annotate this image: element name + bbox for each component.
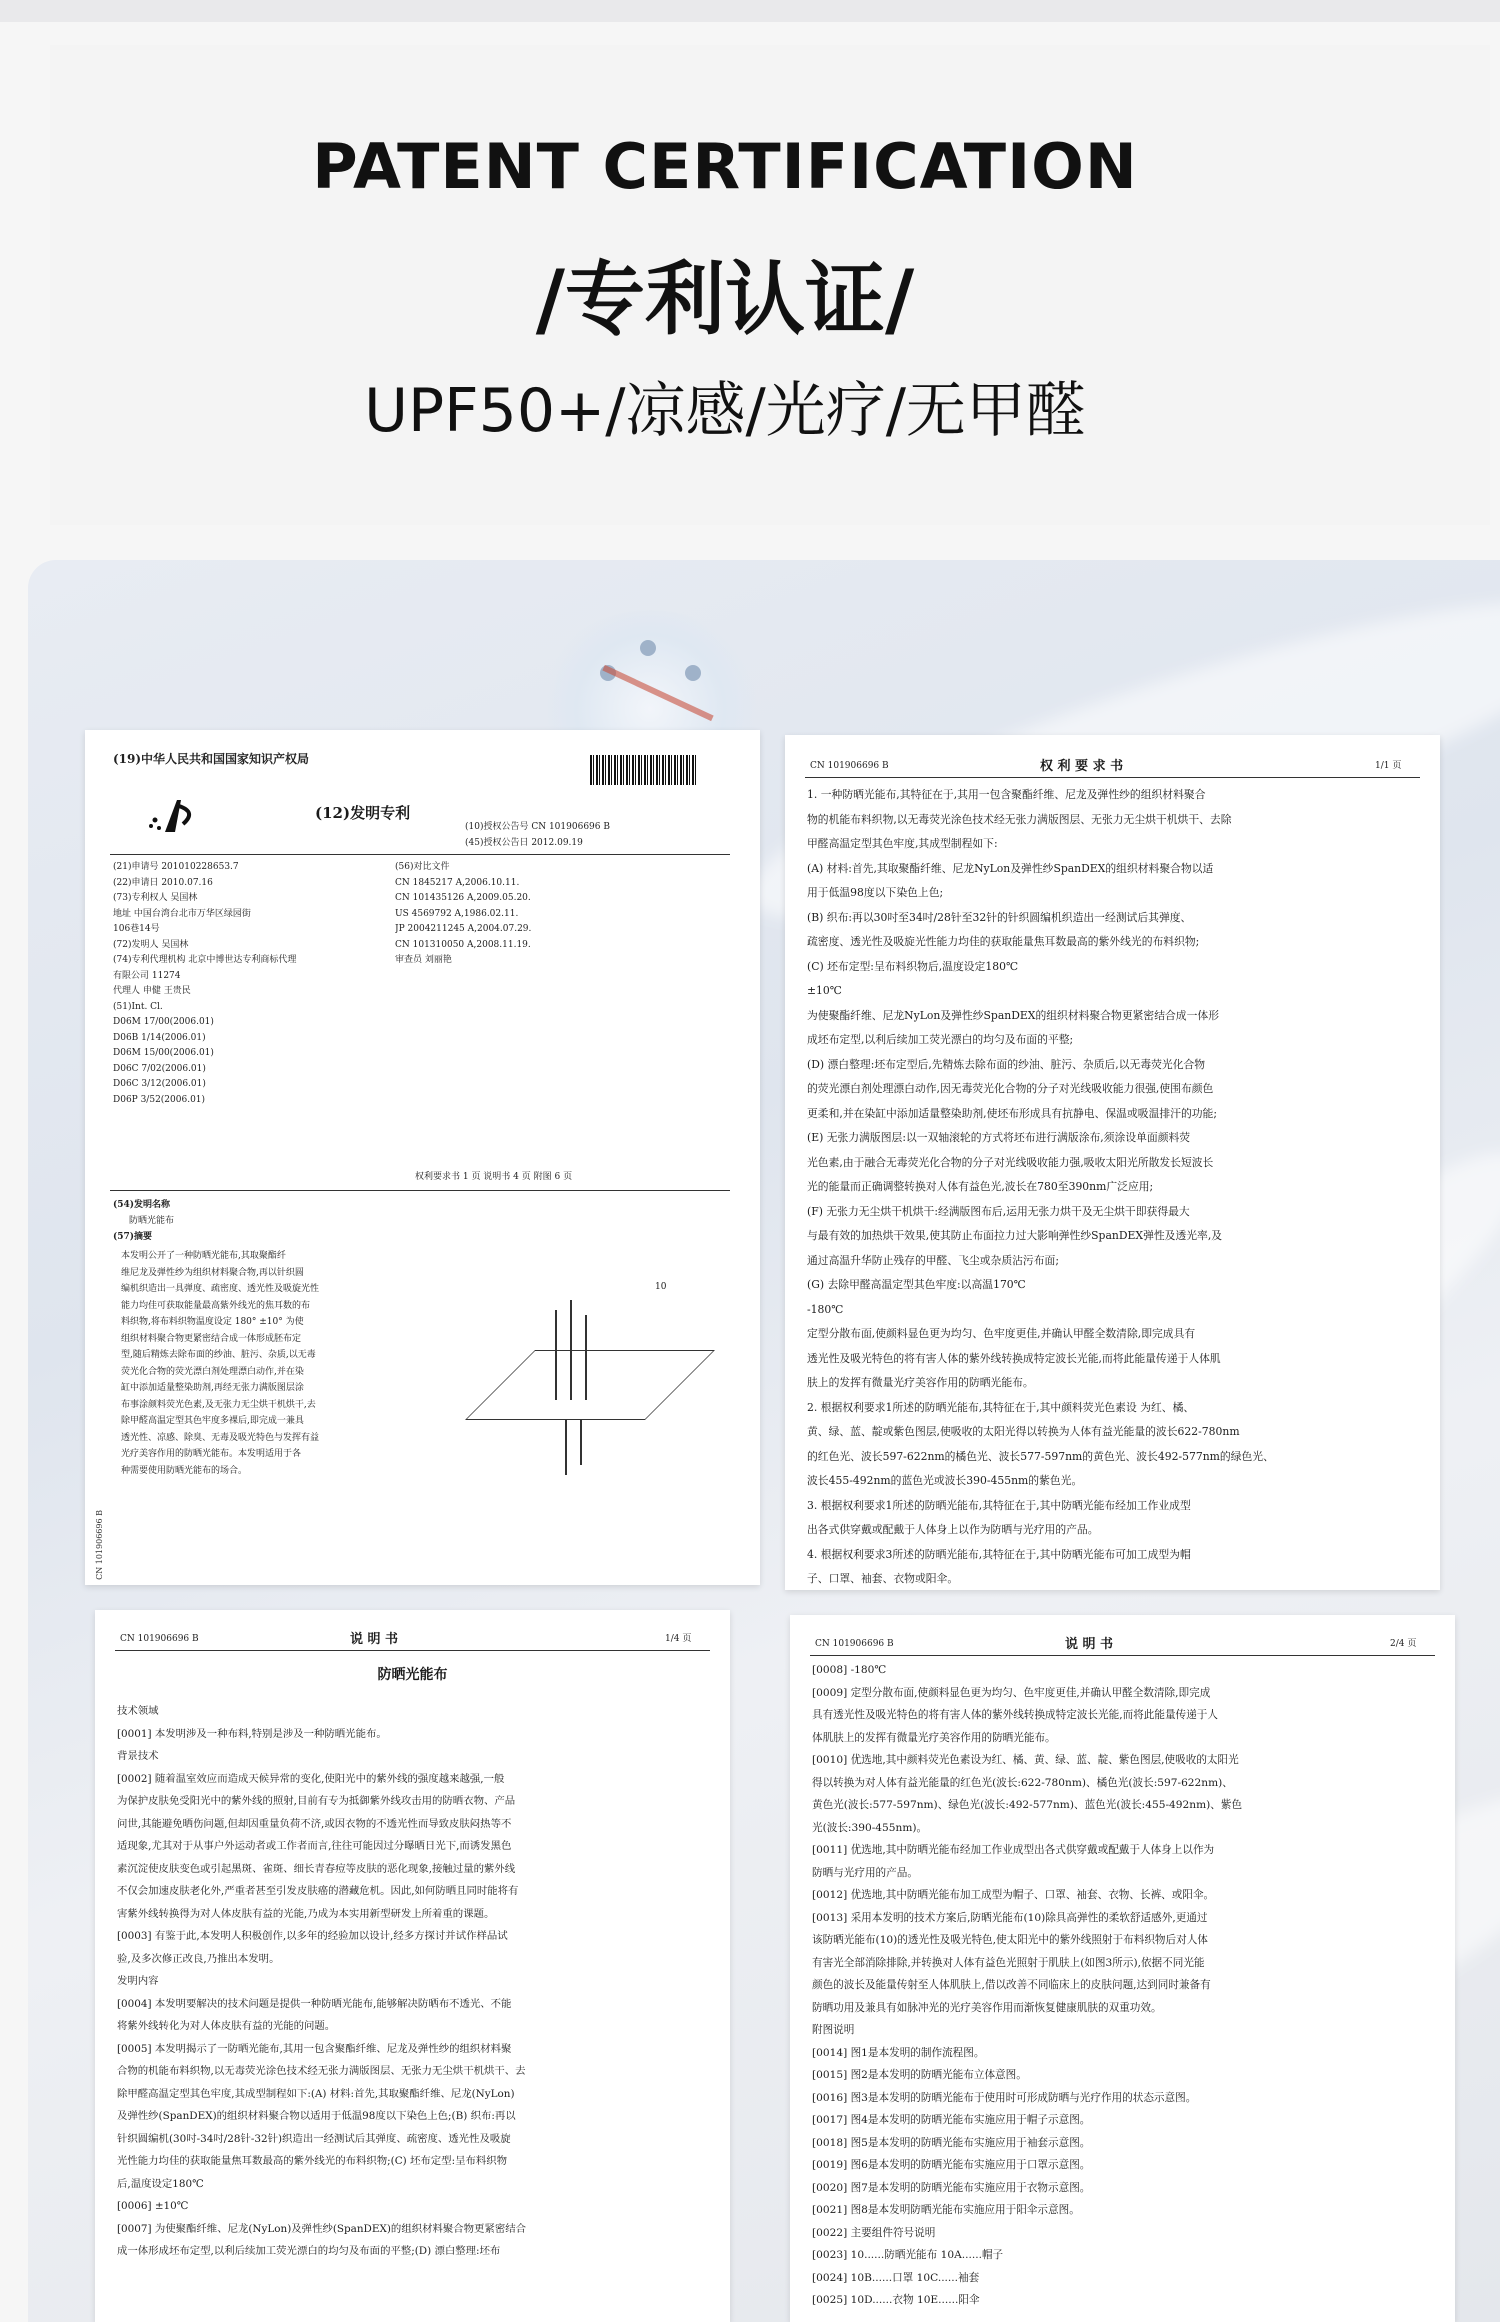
description-line: [0007] 为使聚酯纤维、尼龙(NyLon)及弹性纱(SpanDEX)的组织材料聚合物更紧密结合 xyxy=(117,2222,527,2235)
description-line: 后,温度设定180℃ xyxy=(117,2177,204,2190)
light-arrow xyxy=(565,1420,567,1475)
invention-name: 防晒光能布 xyxy=(129,1216,175,1226)
description-line: 防晒与光疗用的产品。 xyxy=(812,1866,918,1879)
claim-line: (A) 材料:首先,其取聚酯纤维、尼龙NyLon及弹性纱SpanDEX的组织材料聚合物以适 xyxy=(807,861,1214,875)
doc-number: CN 101906696 B xyxy=(810,761,889,771)
description-line: 针织圆编机(30吋-34吋/28针-32针)织造出一经测试后其弹度、疏密度、透光性及吸旋 xyxy=(117,2132,511,2145)
claim-line: (C) 坯布定型:呈布料织物后,温度设定180℃ xyxy=(807,959,1019,973)
claims-page xyxy=(785,735,1440,1590)
description-line: [0022] 主要组件符号说明 xyxy=(812,2226,936,2239)
figure-label: 10 xyxy=(655,1282,667,1292)
abstract-line: 料织物,将布料织物温度设定 180° ±10° 为使 xyxy=(121,1317,304,1327)
light-arrow xyxy=(580,1420,582,1465)
bibliographic-right xyxy=(395,860,695,969)
meta-line: (22)申请日 2010.07.16 xyxy=(113,877,213,888)
description-text xyxy=(117,1700,712,2263)
description-line: [0015] 图2是本发明的防晒光能布立体意图。 xyxy=(812,2069,1027,2081)
description-line: 有害光全部消除排除,并转换对人体有益色光照射于肌肤上(如图3所示),依据不同光能 xyxy=(812,1956,1205,1969)
description-line: 及弹性纱(SpanDEX)的组织材料聚合物以适用于低温98度以下染色上色;(B) 织布:再以 xyxy=(117,2110,516,2122)
claim-line: 1. 一种防晒光能布,其特征在于,其用一包含聚酯纤维、尼龙及弹性纱的组织材料聚合 xyxy=(807,788,1206,801)
description-line: [0019] 图6是本发明的防晒光能布实施应用于口罩示意图。 xyxy=(812,2159,1091,2171)
claim-line: 用于低温98度以下染色上色; xyxy=(807,886,944,899)
header-section xyxy=(50,45,1490,525)
publication-number: (10)授权公告号 CN 101906696 B xyxy=(465,822,610,832)
page-counts: 权利要求书 1 页 说明书 4 页 附图 6 页 xyxy=(415,1172,573,1182)
claim-line: 2. 根据权利要求1所述的防晒光能布,其特征在于,其中颜料荧光色素设 为红、橘、 xyxy=(807,1400,1195,1414)
claim-line: 定型分散布面,使颜料显色更为均匀、色牢度更佳,并确认甲醛全数清除,即完成具有 xyxy=(807,1327,1196,1340)
divider xyxy=(110,854,730,855)
invention-title: 防晒光能布 xyxy=(377,1667,448,1683)
claim-line: 出各式供穿戴或配戴于人体身上以作为防晒与光疗用的产品。 xyxy=(807,1523,1099,1536)
description-text xyxy=(812,1659,1437,2312)
meta-line: US 4569792 A,1986.02.11. xyxy=(395,908,519,919)
abstract-line: 维尼龙及弹性纱为组织材料聚合物,再以针织圆 xyxy=(121,1267,304,1278)
description-line: [0013] 采用本发明的技术方案后,防晒光能布(10)除具高弹性的柔软舒适感外,更通过 xyxy=(812,1911,1208,1924)
description-line: 适现象,尤其对于从事户外运动者或工作者而言,往往可能因过分曝晒日光下,而诱发黑色 xyxy=(117,1840,512,1852)
page-number: 1/4 页 xyxy=(665,1634,692,1644)
claim-line: 为使聚酯纤维、尼龙NyLon及弹性纱SpanDEX的组织材料聚合物更紧密结合成一体形 xyxy=(807,1008,1219,1022)
side-doc-number: CN 101906696 B xyxy=(95,1510,104,1580)
description-line: 害紫外线转换得为对人体皮肤有益的光能,乃成为本实用新型研发上所着重的课题。 xyxy=(117,1907,495,1920)
office-logo-icon xyxy=(145,792,205,842)
virus-spike xyxy=(685,665,701,681)
claim-line: -180℃ xyxy=(807,1302,844,1316)
claim-line: (B) 织布:再以30吋至34吋/28针至32针的针织圆编机织造出一经测试后其弹度、 xyxy=(807,910,1192,924)
claim-line: 透光性及吸光特色的将有害人体的紫外线转换成特定波长光能,而将此能量传递于人体肌 xyxy=(807,1351,1221,1365)
description-line: 将紫外线转化为对人体皮肤有益的光能的问题。 xyxy=(117,2020,336,2032)
claim-line: 与最有效的加热烘干效果,使其防止布面拉力过大影响弹性纱SpanDEX弹性及透光率,及 xyxy=(807,1229,1223,1242)
meta-line: CN 101435126 A,2009.05.20. xyxy=(395,893,531,903)
patent-cover-page xyxy=(85,730,760,1585)
meta-line: 地址 中国台湾台北市万华区绿园街 xyxy=(113,908,251,919)
meta-line: (21)申请号 201010228653.7 xyxy=(113,862,239,872)
abstract-line: 透光性、凉感、除臭、无毒及吸光特色与发挥有益 xyxy=(121,1432,320,1443)
description-line: 不仅会加速皮肤老化外,严重者甚至引发皮肤癌的潜藏危机。因此,如何防晒且同时能将有 xyxy=(117,1885,519,1897)
description-line: 背景技术 xyxy=(117,1750,159,1762)
description-line: [0001] 本发明涉及一种布料,特别是涉及一种防晒光能布。 xyxy=(117,1727,387,1740)
barcode xyxy=(590,755,698,785)
meta-line: (51)Int. Cl. xyxy=(113,1001,163,1012)
description-line: 光(波长:390-455nm)。 xyxy=(812,1821,928,1834)
claim-line: 的红色光、波长597-622nm的橘色光、波长577-597nm的黄色光、波长492-577nm的绿色光、 xyxy=(807,1449,1274,1463)
description-line: 颜色的波长及能量传射至人体肌肤上,借以改善不同临床上的皮肤问题,达到同时兼备有 xyxy=(812,1979,1211,1991)
description-line: [0016] 图3是本发明的防晒光能布于使用时可形成防晒与光疗作用的状态示意图。 xyxy=(812,2091,1197,2104)
description-line: [0005] 本发明揭示了一防晒光能布,其用一包含聚酯纤维、尼龙及弹性纱的组织材料聚 xyxy=(117,2042,512,2055)
description-line: [0020] 图7是本发明的防晒光能布实施应用于衣物示意图。 xyxy=(812,2181,1091,2194)
claims-heading: 权 利 要 求 书 xyxy=(1040,759,1124,774)
claim-line: (D) 漂白整理:坯布定型后,先精炼去除布面的纱油、脏污、杂质后,以无毒荧光化合物 xyxy=(807,1057,1206,1071)
description-page-2 xyxy=(790,1615,1455,2322)
divider xyxy=(115,1650,710,1651)
claim-line: 黄、绿、蓝、靛或紫色图层,使吸收的太阳光得以转换为人体有益光能量的波长622-780nm xyxy=(807,1425,1240,1438)
meta-line: (74)专利代理机构 北京中博世达专利商标代理 xyxy=(113,955,297,965)
meta-line: D06B 1/14(2006.01) xyxy=(113,1032,206,1043)
divider xyxy=(805,777,1420,778)
light-arrow xyxy=(585,1315,587,1400)
top-bar xyxy=(0,0,1500,22)
claim-line: 3. 根据权利要求1所述的防晒光能布,其特征在于,其中防晒光能布经加工作业成型 xyxy=(807,1498,1191,1512)
claim-line: ±10℃ xyxy=(807,984,842,997)
description-line: 素沉淀使皮肤变色或引起黑斑、雀斑、细长青春痘等皮肤的恶化现象,接触过量的紫外线 xyxy=(117,1862,516,1875)
publication-date: (45)授权公告日 2012.09.19 xyxy=(465,838,583,848)
fabric-diagram xyxy=(480,1280,720,1480)
description-line: 技术领域 xyxy=(117,1705,159,1717)
description-line: [0014] 图1是本发明的制作流程图。 xyxy=(812,2046,985,2059)
meta-line: JP 2004211245 A,2004.07.29. xyxy=(395,924,532,934)
description-line: [0012] 优选地,其中防晒光能布加工成型为帽子、口罩、袖套、衣物、长裤、或阳伞。 xyxy=(812,1889,1215,1901)
doc-number: CN 101906696 B xyxy=(120,1634,199,1644)
abstract-line: 缸中添加适量整染助剂,再经无张力满版图层涂 xyxy=(121,1383,304,1393)
description-line: 光性能力均佳的获取能量焦耳数最高的紫外线光的布料织物;(C) 坯布定型:呈布料织物 xyxy=(117,2155,508,2167)
bibliographic-left xyxy=(113,860,373,1108)
meta-line: (73)专利权人 吴国林 xyxy=(113,893,198,903)
abstract-text xyxy=(121,1248,421,1479)
fabric-plane xyxy=(465,1350,715,1420)
claim-line: (F) 无张力无尘烘干机烘干:经满版图布后,运用无张力烘干及无尘烘干即获得最大 xyxy=(807,1204,1190,1218)
claim-line: 波长455-492nm的蓝色光或波长390-455nm的紫色光。 xyxy=(807,1474,1083,1487)
abstract-line: 本发明公开了一种防晒光能布,其取聚酯纤 xyxy=(121,1251,286,1261)
claim-line: 物的机能布料织物,以无毒荧光涂色技术经无张力满版图层、无张力无尘烘干机烘干、去除 xyxy=(807,812,1232,826)
description-line: [0023] 10......防晒光能布 10A......帽子 xyxy=(812,2249,1004,2261)
description-line: 得以转换为对人体有益光能量的红色光(波长:622-780nm)、橘色光(波长:597-622nm)、 xyxy=(812,1776,1233,1789)
subtitle-features: UPF50+/凉感/光疗/无甲醛 xyxy=(364,376,1086,446)
claim-line: 甲醛高温定型其色牢度,其成型制程如下: xyxy=(807,837,998,850)
claim-line: 的荧光漂白剂处理漂白动作,因无毒荧光化合物的分子对光线吸收能力很强,使围布颜色 xyxy=(807,1082,1214,1095)
doc-number: CN 101906696 B xyxy=(815,1639,894,1649)
meta-line: 代理人 申健 王贵民 xyxy=(113,986,191,996)
claim-line: (G) 去除甲醛高温定型其色牢度:以高温170℃ xyxy=(807,1278,1026,1291)
meta-line: D06C 3/12(2006.01) xyxy=(113,1079,206,1089)
meta-line: (72)发明人 吴国林 xyxy=(113,939,189,950)
description-line: [0024] 10B......口罩 10C......袖套 xyxy=(812,2271,980,2284)
claim-line: 成坯布定型,以利后续加工荧光漂白的均匀及布面的平整; xyxy=(807,1033,1074,1046)
description-line: [0017] 图4是本发明的防晒光能布实施应用于帽子示意图。 xyxy=(812,2114,1091,2126)
meta-line: CN 101310050 A,2008.11.19. xyxy=(395,939,531,950)
abstract-line: 能力均佳可获取能量最高紫外线光的焦耳数的布 xyxy=(121,1300,311,1311)
claims-text xyxy=(807,783,1419,1590)
description-line: 附图说明 xyxy=(812,2024,855,2036)
meta-line: CN 1845217 A,2006.10.11. xyxy=(395,877,520,888)
invention-name-label: (54)发明名称 xyxy=(113,1200,171,1210)
description-line: 除甲醛高温定型其色牢度,其成型制程如下:(A) 材料:首先,其取聚酯纤维、尼龙(NyLon) xyxy=(117,2087,515,2100)
patent-office: (19)中华人民共和国国家知识产权局 xyxy=(113,752,310,766)
claim-line: 4. 根据权利要求3所述的防晒光能布,其特征在于,其中防晒光能布可加工成型为帽 xyxy=(807,1547,1191,1561)
patent-kind: (12)发明专利 xyxy=(315,804,411,822)
description-line: [0002] 随着温室效应而造成天候异常的变化,使阳光中的紫外线的强度越来越强,一般 xyxy=(117,1772,505,1785)
claim-line: 疏密度、透光性及吸旋光性能力均佳的获取能量焦耳数最高的紫外线光的布料织物; xyxy=(807,935,1200,948)
abstract-line: 荧光化合物的荧光漂白剂处理漂白动作,并在染 xyxy=(121,1366,304,1377)
meta-line: 106巷14号 xyxy=(113,924,160,934)
description-line: [0010] 优选地,其中颜料荧光色素设为红、橘、黄、绿、蓝、靛、紫色图层,使吸收的太阳光 xyxy=(812,1754,1239,1766)
description-line: 防晒功用及兼具有如脉冲光的光疗美容作用而渐恢复健康肌肤的双重功效。 xyxy=(812,2001,1162,2014)
claim-line: 光的能量而正确调整转换对人体有益色光,波长在780至390nm广泛应用; xyxy=(807,1180,1154,1193)
divider xyxy=(110,1190,730,1191)
abstract-line: 光疗美容作用的防晒光能布。本发明适用于各 xyxy=(121,1449,302,1459)
light-arrow xyxy=(555,1310,557,1400)
abstract-line: 种需要使用防晒光能布的场合。 xyxy=(121,1465,248,1476)
virus-spike xyxy=(640,640,656,656)
description-line: [0025] 10D......衣物 10E......阳伞 xyxy=(812,2294,980,2306)
description-line: [0003] 有鉴于此,本发明人积极创作,以多年的经验加以设计,经多方探讨并试作样品试 xyxy=(117,1930,508,1942)
description-line: [0006] ±10℃ xyxy=(117,2200,189,2212)
title-chinese: /专利认证/ xyxy=(535,253,915,346)
light-arrow xyxy=(570,1300,572,1400)
page-number: 1/1 页 xyxy=(1375,761,1402,771)
description-line: 具有透光性及吸光特色的将有害人体的紫外线转换成特定波长光能,而将此能量传递于人 xyxy=(812,1709,1218,1721)
meta-line: D06M 15/00(2006.01) xyxy=(113,1048,214,1058)
claim-line: 更柔和,并在染缸中添加适量整染助剂,使坯布形成具有抗静电、保温或吸温排汗的功能; xyxy=(807,1106,1217,1120)
description-line: 为保护皮肤免受阳光中的紫外线的照射,目前有专为抵御紫外线攻击用的防晒衣物、产品 xyxy=(117,1795,516,1807)
description-line: 合物的机能布料织物,以无毒荧光涂色技术经无张力满版图层、无张力无尘烘干机烘干、去 xyxy=(117,2065,526,2077)
meta-line: D06P 3/52(2006.01) xyxy=(113,1094,206,1105)
meta-line: D06M 17/00(2006.01) xyxy=(113,1017,214,1027)
description-page-1 xyxy=(95,1610,730,2322)
claim-line: 子、口罩、袖套、衣物或阳伞。 xyxy=(807,1572,959,1585)
description-line: 黄色光(波长:577-597nm)、绿色光(波长:492-577nm)、蓝色光(波长:455-492nm)、紫色 xyxy=(812,1799,1243,1811)
abstract-line: 型,随后精炼去除布面的纱油、脏污、杂质,以无毒 xyxy=(121,1350,316,1360)
description-heading: 说 明 书 xyxy=(350,1632,399,1647)
description-line: 发明内容 xyxy=(117,1975,159,1987)
description-line: [0011] 优选地,其中防晒光能布经加工作业成型出各式供穿戴或配戴于人体身上以作为 xyxy=(812,1844,1215,1856)
meta-line: D06C 7/02(2006.01) xyxy=(113,1063,206,1074)
description-line: [0004] 本发明要解决的技术问题是提供一种防晒光能布,能够解决防晒布不透光、不能 xyxy=(117,1997,512,2010)
abstract-label: (57)摘要 xyxy=(113,1232,153,1242)
page-number: 2/4 页 xyxy=(1390,1639,1417,1649)
claim-line: (E) 无张力满版图层:以一双轴滚轮的方式将坯布进行满版涂布,须涂设单面颜料荧 xyxy=(807,1131,1191,1144)
abstract-line: 组织材料聚合物更紧密结合成一体形成胚布定 xyxy=(121,1333,302,1344)
claim-line: 光色素,由于融合无毒荧光化合物的分子对光线吸收能力强,吸收太阳光所散发长短波长 xyxy=(807,1155,1214,1169)
description-line: 验,及多次修正改良,乃推出本发明。 xyxy=(117,1952,280,1965)
description-line: [0008] -180℃ xyxy=(812,1664,887,1676)
abstract-line: 除甲醛高温定型其色牢度多裸后,即完成一兼具 xyxy=(121,1416,304,1426)
abstract-line: 布事涂颜料荧光色素,及无张力无尘烘干机烘干,去 xyxy=(121,1399,316,1410)
abstract-line: 编机织造出一具弹度、疏密度、透光性及吸旋光性 xyxy=(121,1284,320,1294)
description-line: 成一体形成坯布定型,以利后续加工荧光漂白的均匀及布面的平整;(D) 漂白整理:坯布 xyxy=(117,2245,501,2257)
description-line: 该防晒光能布(10)的透光性及吸光特色,使太阳光中的紫外线照射于布料织物后对人体 xyxy=(812,1934,1208,1946)
description-line: 体肌肤上的发挥有微量光疗美容作用的防晒光能布。 xyxy=(812,1731,1056,1744)
description-line: [0009] 定型分散布面,使颜料显色更为均匀、色牢度更佳,并确认甲醛全数清除,即完成 xyxy=(812,1686,1211,1699)
meta-line: (56)对比文件 xyxy=(395,862,450,872)
meta-line: 审查员 刘丽艳 xyxy=(395,955,452,965)
title-english: PATENT CERTIFICATION xyxy=(312,130,1138,203)
claim-line: 通过高温升华防止残存的甲醛、飞尘或杂质沾污布面; xyxy=(807,1253,1059,1267)
divider xyxy=(810,1655,1435,1656)
claim-line: 肤上的发挥有微量光疗美容作用的防晒光能布。 xyxy=(807,1376,1034,1389)
description-line: [0018] 图5是本发明的防晒光能布实施应用于袖套示意图。 xyxy=(812,2136,1091,2149)
description-heading: 说 明 书 xyxy=(1065,1637,1114,1652)
description-line: 问世,其能避免晒伤问题,但却因重量负荷不济,或因衣物的不透光性而导致皮肤闷热等不 xyxy=(117,1817,512,1830)
description-line: [0021] 图8是本发明防晒光能布实施应用于阳伞示意图。 xyxy=(812,2204,1080,2216)
meta-line: 有限公司 11274 xyxy=(113,970,181,981)
